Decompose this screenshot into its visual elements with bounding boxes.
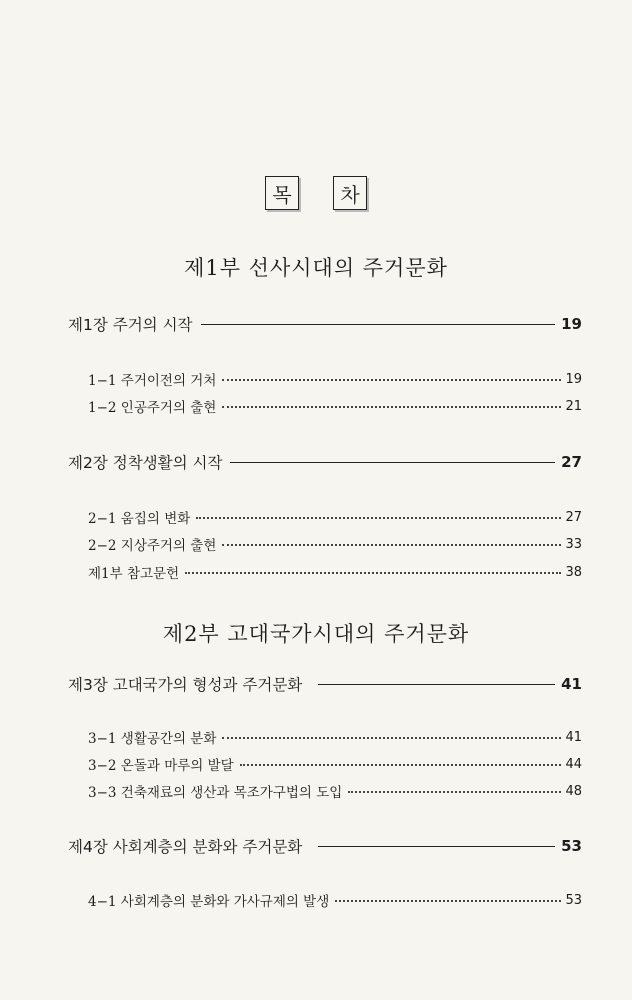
section-page-number: 53 [565,892,582,908]
dotted-leader [335,900,561,902]
dotted-leader [240,764,562,766]
section-title: 3−2 온돌과 마루의 발달 [88,758,234,774]
chapter-page-number: 27 [561,453,582,471]
section-page-number: 48 [565,783,582,799]
section-title: 3−3 건축재료의 생산과 목조가구법의 도입 [88,785,343,801]
section-entry[interactable] [88,890,582,910]
section-entry[interactable] [88,562,582,582]
chapter-page-number: 41 [561,675,582,693]
section-title: 2−2 지상주거의 출현 [88,538,217,554]
section-page-number: 27 [565,509,582,525]
leader-line [318,684,555,685]
chapter-1[interactable] [68,313,582,335]
chapter-page-number: 19 [561,315,582,333]
part-title-2: 제2부 고대국가시대의 주거문화 [162,622,470,646]
section-title: 제1부 참고문헌 [88,566,180,582]
chapter-title: 제4장 사회계층의 분화와 주거문화 [68,838,303,856]
leader-line [230,462,555,463]
section-page-number: 21 [565,398,582,414]
leader-line [318,846,555,847]
leader-line [201,324,556,325]
section-title: 3−1 생활공간의 분화 [88,731,217,747]
chapter-title: 제2장 정착생활의 시작 [68,454,223,472]
toc-heading-left-box: 목 [265,176,299,210]
section-entry[interactable] [88,727,582,747]
section-entry[interactable] [88,534,582,554]
toc-heading [0,176,632,210]
chapter-page-number: 53 [561,837,582,855]
section-title: 1−2 인공주거의 출현 [88,400,217,416]
section-page-number: 41 [565,729,582,745]
dotted-leader [348,791,561,793]
section-page-number: 38 [565,564,582,580]
section-page-number: 44 [565,756,582,772]
section-title: 2−1 움집의 변화 [88,511,191,527]
section-page-number: 19 [565,371,582,387]
dotted-leader [222,406,561,408]
section-title: 1−1 주거이전의 거처 [88,373,217,389]
chapter-3[interactable] [68,673,582,695]
dotted-leader [185,572,561,574]
dotted-leader [222,379,561,381]
part-title-1: 제1부 선사시대의 주거문화 [184,256,448,280]
dotted-leader [196,517,561,519]
section-title: 4−1 사회계층의 분화와 가사규제의 발생 [88,894,330,910]
section-entry[interactable] [88,369,582,389]
dotted-leader [222,737,561,739]
section-entry[interactable] [88,781,582,801]
chapter-title: 제3장 고대국가의 형성과 주거문화 [68,676,303,694]
section-entry[interactable] [88,396,582,416]
chapter-title: 제1장 주거의 시작 [68,316,193,334]
chapter-4[interactable] [68,835,582,857]
toc-heading-right-box: 차 [333,176,367,210]
section-entry[interactable] [88,507,582,527]
section-page-number: 33 [565,536,582,552]
dotted-leader [222,544,561,546]
chapter-2[interactable] [68,451,582,473]
section-entry[interactable] [88,754,582,774]
